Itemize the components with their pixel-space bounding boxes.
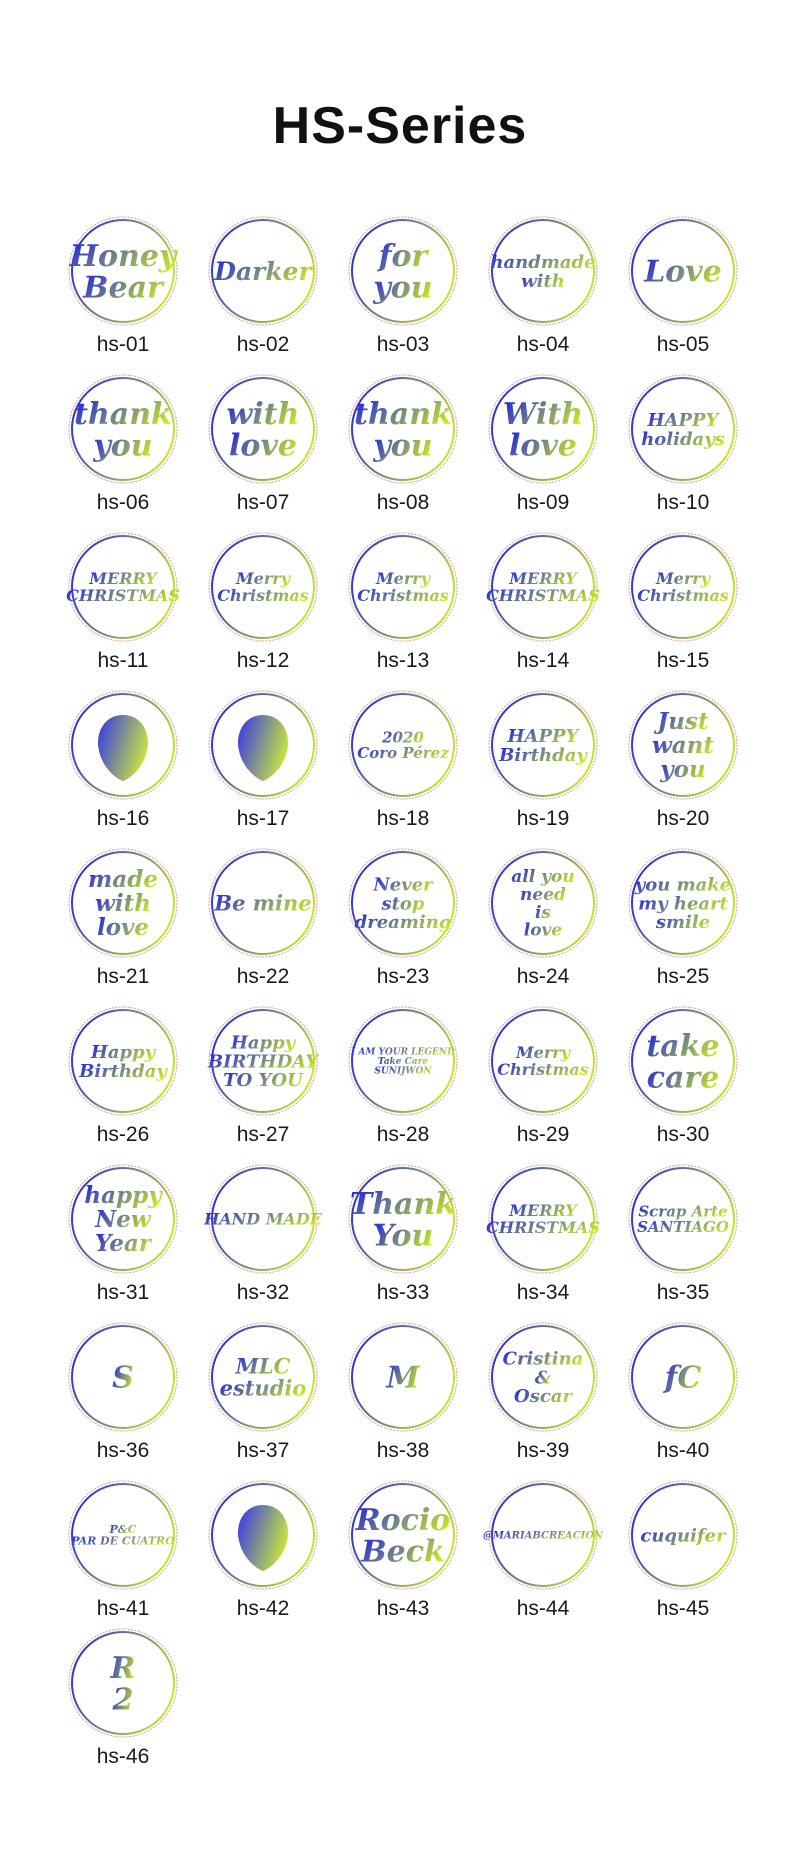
merry-christmas-script-icon (207, 531, 319, 643)
stamp-label: hs-39 (516, 1439, 570, 1462)
monogram-m-icon (347, 1321, 459, 1433)
stamp-label: hs-28 (376, 1123, 430, 1146)
happy-holidays-holly-icon (627, 373, 739, 485)
stamp-text-line: take (646, 1028, 720, 1064)
stamp-text-line: You (372, 1218, 434, 1254)
never-stop-dreaming-icon (347, 847, 459, 959)
stamp-text-line: you (93, 428, 153, 464)
stamp-text-line: love (523, 920, 563, 941)
stamp-text-line: smile (655, 912, 711, 934)
stamp-tile (57, 1005, 187, 1155)
stamp-text-line: you (373, 270, 433, 306)
stamp-text-line: BIRTHDAY (207, 1051, 319, 1073)
stamp-label: hs-30 (656, 1123, 710, 1146)
stamp-tile (477, 1163, 607, 1313)
merry-christmas-wreath-icon (67, 531, 179, 643)
stamp-label: hs-09 (516, 491, 570, 514)
stamp-text-line: Thank (349, 1186, 457, 1222)
be-mine-script-icon (207, 847, 319, 959)
stamp-text-line: all you (511, 867, 575, 888)
stamp-tile (197, 847, 327, 997)
stamp-label: hs-15 (656, 649, 710, 672)
stamp-label: hs-26 (96, 1123, 150, 1146)
stamp-text-line: PAR DE CUATRO (71, 1534, 175, 1548)
happy-birthday-gift-icon (67, 1005, 179, 1117)
monogram-mlc-icon (207, 1321, 319, 1433)
stamp-label: hs-03 (376, 333, 430, 356)
stamp-tile (477, 847, 607, 997)
stamp-tile (477, 1005, 607, 1155)
stamp-label: hs-11 (97, 649, 149, 672)
stamp-label: hs-35 (656, 1281, 710, 1304)
stamp-tile (337, 847, 467, 997)
stamp-label: hs-07 (236, 491, 290, 514)
merry-christmas-snowflake-icon (487, 531, 599, 643)
stamp-label: hs-42 (236, 1597, 290, 1620)
stamp-text-line: Merry (375, 569, 431, 589)
stamp-text-line: dreaming (354, 912, 452, 934)
stamp-text-line: HAPPY (507, 725, 579, 747)
stamp-text-line: Take Care (377, 1057, 429, 1068)
stamp-text-line: SUNIJWON (374, 1066, 432, 1077)
stamp-label: hs-34 (516, 1281, 570, 1304)
stamp-text-line: MERRY (89, 569, 157, 589)
stamp-text-line: 2 (112, 1682, 134, 1718)
stamp-tile (617, 689, 747, 839)
stamp-tile (477, 1321, 607, 1471)
monogram-fc-moon-icon (627, 1321, 739, 1433)
stamp-text-line: Merry (655, 569, 711, 589)
scrap-arte-floral-icon (627, 1163, 739, 1275)
stamp-label: hs-46 (96, 1745, 150, 1768)
music-notes-ring-icon (482, 1479, 604, 1591)
stamp-label: hs-38 (376, 1439, 430, 1462)
stamp-tile (617, 215, 747, 365)
stamp-tile (477, 215, 607, 365)
merry-christmas-serif-icon (487, 1163, 599, 1275)
stamp-label: hs-36 (96, 1439, 150, 1462)
stamp-text-line: you (660, 756, 706, 784)
stamp-text-line: care (646, 1060, 720, 1096)
dinosaur-skull-icon (207, 689, 319, 801)
cristina-oscar-wreath-icon (487, 1321, 599, 1433)
stamp-label: hs-20 (656, 807, 710, 830)
stamp-label: hs-23 (376, 965, 430, 988)
stamp-label: hs-10 (656, 491, 710, 514)
thank-you-script-icon (347, 373, 459, 485)
stamp-label: hs-17 (236, 807, 290, 830)
stamp-text-line: Merry (235, 569, 291, 589)
stamp-text-line: HAND MADE (204, 1209, 322, 1229)
stamp-tile (617, 1005, 747, 1155)
you-make-my-heart-smile-icon (627, 847, 739, 959)
stamp-label: hs-12 (236, 649, 290, 672)
stamp-text-line: stop (381, 893, 425, 915)
stamp-label: hs-05 (656, 333, 710, 356)
stamp-text-line: Oscar (514, 1386, 572, 1408)
stamp-text-line: Birthday (499, 744, 587, 766)
stamp-label: hs-18 (376, 807, 430, 830)
stamp-tile (617, 1163, 747, 1313)
honey-bear-wreath-icon (67, 215, 179, 327)
stamp-text-line: Be mine (214, 890, 312, 916)
just-want-you-icon (627, 689, 739, 801)
happy-new-year-icon (67, 1163, 179, 1275)
stamp-text-line: holidays (641, 428, 725, 450)
stamp-label: hs-32 (236, 1281, 290, 1304)
stamp-tile (57, 531, 187, 681)
stamp-text-line: thank (74, 396, 172, 432)
stamp-text-line: fC (664, 1360, 702, 1396)
stamp-text-line: New (95, 1206, 151, 1234)
stamp-tile (57, 847, 187, 997)
stamp-text-line: Love (644, 254, 722, 290)
take-care-bold-icon (627, 1005, 739, 1117)
stamp-label: hs-44 (516, 1597, 570, 1620)
stamp-label: hs-08 (376, 491, 430, 514)
stamp-tile (197, 373, 327, 523)
stamp-tile (337, 215, 467, 365)
stamp-tile (337, 1163, 467, 1313)
stamp-label: hs-43 (376, 1597, 430, 1620)
stamp-label: hs-37 (236, 1439, 290, 1462)
stamp-text-line: Christmas (497, 1060, 589, 1079)
stamp-text-line: handmade (490, 251, 596, 273)
stamp-text-line: made (88, 865, 158, 893)
happy-birthday-banner-icon (207, 1005, 319, 1117)
stamp-text-line: with (521, 270, 565, 292)
stamp-text-line: Cristina (502, 1348, 584, 1370)
stamp-tile (617, 531, 747, 681)
stamp-text-line: estudio (219, 1375, 307, 1401)
happy-birthday-script-icon (487, 689, 599, 801)
stamp-text-line: Merry (515, 1043, 571, 1063)
stamp-tile (617, 1321, 747, 1471)
stamp-text-line: HAPPY (647, 409, 719, 431)
thank-you-flourish-icon (347, 1163, 459, 1275)
stamp-label: hs-41 (96, 1597, 150, 1620)
stamp-text-line: Happy (230, 1032, 296, 1054)
anatomical-heart-icon (67, 689, 179, 801)
with-love-script-icon (207, 373, 319, 485)
with-love-swoosh-icon (487, 373, 599, 485)
stamp-label: hs-25 (656, 965, 710, 988)
stamp-text-line: Christmas (217, 586, 309, 605)
stamp-text-line: Year (94, 1230, 152, 1258)
take-care-ring-icon (347, 1005, 459, 1117)
stamp-tile (197, 1479, 327, 1629)
stamp-label: hs-13 (376, 649, 430, 672)
stamp-tile (57, 1479, 187, 1629)
stamp-tile (57, 689, 187, 839)
monogram-r2-leaves-icon (67, 1627, 179, 1739)
made-with-love-heart-icon (67, 847, 179, 959)
thank-you-script-icon (67, 373, 179, 485)
stamp-tile (57, 1163, 187, 1313)
stamp-text-line: my heart (638, 893, 728, 915)
stamp-text-line: Birthday (79, 1060, 167, 1082)
for-you-swirl-icon (347, 215, 459, 327)
stamp-text-line: 2020 (382, 728, 424, 747)
stamp-text-line: with (226, 396, 300, 432)
stamp-text-line: Scrap Arte (638, 1202, 728, 1221)
stamp-tile (477, 689, 607, 839)
stamp-text-line: Never (373, 874, 433, 896)
stamp-tile (477, 373, 607, 523)
stamp-tile (477, 531, 607, 681)
stamp-text-line: Coro Pérez (357, 744, 449, 763)
stamp-label: hs-19 (516, 807, 570, 830)
merry-christmas-tree-icon (347, 531, 459, 643)
stamp-text-line: P&C (109, 1523, 137, 1537)
stamp-label: hs-24 (516, 965, 570, 988)
stamp-text-line: CHRISTMAS (486, 1218, 600, 1237)
stamp-text-line: Christmas (357, 586, 449, 605)
stamp-label: hs-04 (516, 333, 570, 356)
rocio-beck-script-icon (347, 1479, 459, 1591)
stamp-text-line: @MARIABCREACION (482, 1530, 604, 1542)
stamp-text-line: love (509, 428, 577, 464)
stamp-tile (337, 1005, 467, 1155)
stamp-text-line: TO YOU (223, 1070, 303, 1092)
stamp-text-line: MERRY (509, 569, 577, 589)
stamp-label: hs-21 (96, 965, 150, 988)
stamp-tile (337, 689, 467, 839)
hand-made-handprint-icon (204, 1163, 322, 1275)
stamp-text-line: S (112, 1360, 134, 1396)
stamp-tile (197, 531, 327, 681)
stamp-tile (197, 215, 327, 365)
stamp-text-line: for (378, 238, 428, 274)
all-you-need-is-love-icon (487, 847, 599, 959)
stamp-text-line: love (229, 428, 297, 464)
stamp-text-line: Happy (90, 1041, 156, 1063)
stamp-text-line: CHRISTMAS (66, 586, 180, 605)
page-title: HS-Series (272, 97, 528, 155)
stamp-tile (57, 373, 187, 523)
stamp-label: hs-22 (236, 965, 290, 988)
stamp-label: hs-06 (96, 491, 150, 514)
monogram-pc-icon (67, 1479, 179, 1591)
stamp-text-line: R (110, 1650, 136, 1686)
stamp-text-line: want (651, 732, 715, 760)
stamp-text-line: with (95, 890, 151, 918)
stamp-label: hs-14 (516, 649, 570, 672)
stamp-tile (337, 1479, 467, 1629)
stamp-label: hs-31 (96, 1281, 150, 1304)
stamp-label: hs-27 (236, 1123, 290, 1146)
stamp-text-line: happy (84, 1181, 162, 1209)
stamp-text-line: SANTIAGO (637, 1218, 729, 1237)
monogram-s-icon (67, 1321, 179, 1433)
stamp-tile (617, 847, 747, 997)
merry-christmas-ornate-icon (627, 531, 739, 643)
love-wreath-icon (627, 215, 739, 327)
signature-ring-icon (347, 689, 459, 801)
stamp-text-line: Rocio (355, 1502, 451, 1538)
stamp-tile (337, 1321, 467, 1471)
stamp-label: hs-16 (96, 807, 150, 830)
stamp-text-line: you (373, 428, 433, 464)
stamp-tile (337, 373, 467, 523)
stamp-label: hs-02 (236, 333, 290, 356)
stamp-tile (197, 1005, 327, 1155)
stamp-tile (197, 689, 327, 839)
stamp-label: hs-45 (656, 1597, 710, 1620)
cuquifer-leaves-icon (627, 1479, 739, 1591)
stamp-text-line: Bear (83, 270, 163, 306)
stamp-tile (57, 1321, 187, 1471)
stamp-text-line: love (96, 914, 150, 942)
stamp-tile (197, 1321, 327, 1471)
stamp-tile (197, 1163, 327, 1313)
stamp-text-line: Beck (361, 1534, 445, 1570)
stamp-text-line: Darker (214, 256, 312, 286)
stamp-tile (617, 1479, 747, 1629)
stamp-text-line: Honey (69, 238, 177, 274)
stamp-label: hs-40 (656, 1439, 710, 1462)
stamp-tile (337, 531, 467, 681)
stamp-text-line: thank (354, 396, 452, 432)
arrow-feather-ring-icon (207, 1479, 319, 1591)
stamp-label: hs-01 (96, 333, 150, 356)
stamp-text-line: Just (657, 707, 709, 735)
stamp-label: hs-29 (516, 1123, 570, 1146)
darker-floral-icon (207, 215, 319, 327)
stamp-text-line: need (520, 885, 566, 906)
stamp-text-line: MLC (235, 1353, 291, 1379)
handmade-heart-icon (487, 215, 599, 327)
stamp-tile (477, 1479, 607, 1629)
stamp-text-line: & (534, 1367, 552, 1389)
stamp-tile (617, 373, 747, 523)
stamp-text-line: I AM YOUR LEGEND (351, 1047, 455, 1058)
stamp-tile (57, 215, 187, 365)
stamp-label: hs-33 (376, 1281, 430, 1304)
stamp-text-line: MERRY (509, 1201, 577, 1221)
stamp-text-line: Christmas (637, 586, 729, 605)
stamp-text-line: cuquifer (640, 1525, 726, 1547)
christmas-tree-script-icon (487, 1005, 599, 1117)
stamp-text-line: is (534, 902, 552, 923)
stamp-text-line: CHRISTMAS (486, 586, 600, 605)
stamp-text-line: you make (634, 874, 732, 896)
stamp-tile (57, 1627, 187, 1777)
stamp-text-line: M (386, 1360, 420, 1396)
stamp-text-line: With (502, 396, 584, 432)
